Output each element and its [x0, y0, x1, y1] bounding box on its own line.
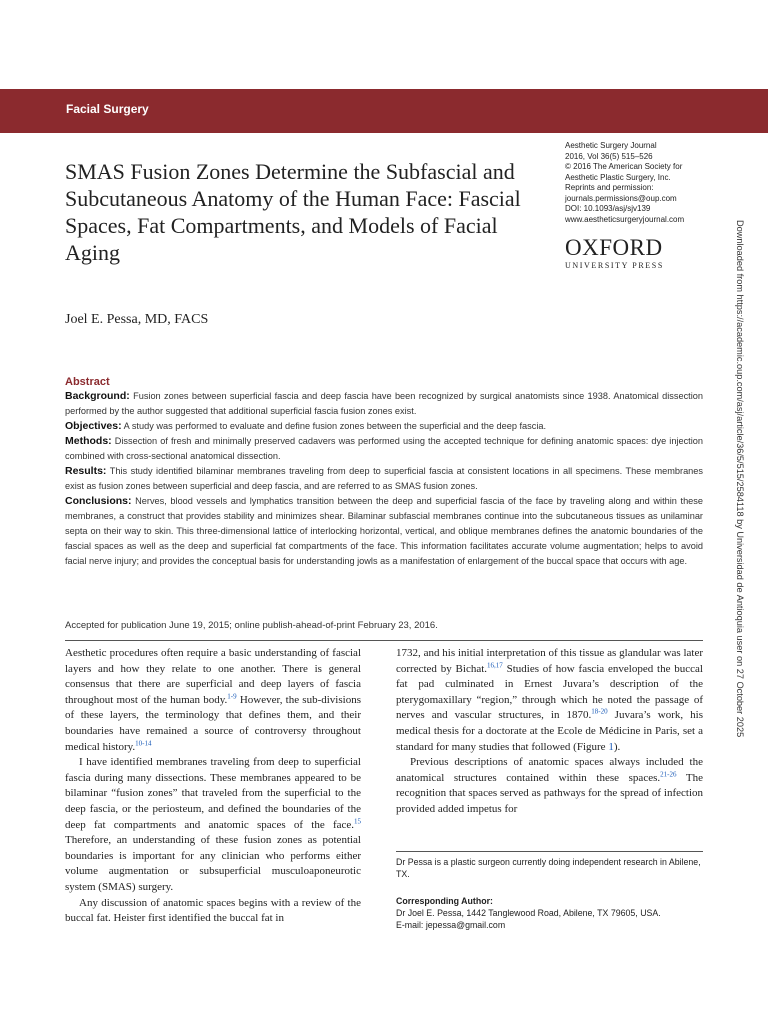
body-text: Previous descriptions of anatomic spaces always included the anatomical structures contained within these spaces. — [396, 756, 703, 784]
corresponding-email[interactable]: E-mail: jepessa@gmail.com — [396, 920, 506, 930]
publisher-name: OXFORD — [565, 235, 663, 260]
abstract-background — [65, 389, 703, 419]
body-text: 1732, and his initial interpretation of this tissue as glandular was later corrected by Bichat. — [396, 647, 703, 675]
body-paragraph — [65, 755, 361, 895]
article-title: SMAS Fusion Zones Determine the Subfascial and Subcutaneous Anatomy of the Human Face: Fascial Spaces, Fat Compartments, and Models of Facial Aging — [65, 159, 521, 265]
methods-text: Dissection of fresh and minimally preserved cadavers was performed using the accepted technique for defining anatomic spaces: dye injection combined with cross-sectional anatomical dissection. — [65, 436, 703, 461]
copyright-line: © 2016 The American Society for — [565, 162, 683, 171]
permissions-email[interactable]: journals.permissions@oup.com — [565, 193, 677, 203]
author-line: Joel E. Pessa, MD, FACS — [65, 312, 209, 327]
publisher-logo — [565, 236, 664, 270]
body-text: Therefore, an understanding of these fusion zones as potential boundaries is important for any clinician who performs either volume augmentation or subsuperficial musculoaponeurotic system (SMAS) surgery. — [65, 834, 361, 893]
objectives-label: Objectives: — [65, 420, 122, 432]
accepted-date: Accepted for publication June 19, 2015; online publish-ahead-of-print February 23, 2016. — [65, 620, 438, 631]
doi-link[interactable]: DOI: 10.1093/asj/sjv139 — [565, 204, 651, 213]
body-column-right — [396, 646, 703, 818]
body-text: I have identified membranes traveling from deep to superficial fascia during many dissections. These membranes appeared to be bilaminar “fusion zones” that traveled from the superficial to the deep fascia, or the periosteum, and defined the boundaries of the deep fat compartments and anatomic spaces of the face. — [65, 756, 361, 831]
abstract-methods — [65, 434, 703, 464]
publisher-sub: UNIVERSITY PRESS — [565, 261, 664, 270]
body-text: Aesthetic procedures often require a basic understanding of fascial layers and how they relate to one another. There is general consensus that there are superficial and deep layers of fascia throughout most of the human body. — [65, 647, 361, 706]
abstract-conclusions — [65, 494, 703, 569]
abstract-objectives — [65, 419, 703, 434]
body-paragraph: Any discussion of anatomic spaces begins with a review of the buccal fat. Heister first identified the buccal fat in — [65, 896, 361, 925]
author-footnote: Dr Pessa is a plastic surgeon currently doing independent research in Abilene, TX. — [396, 857, 701, 879]
citation-ref[interactable]: 16,17 — [487, 660, 503, 669]
results-text: This study identified bilaminar membranes traveling from deep to superficial fascia at consistent locations in all specimens. These membranes exist as fusion zones between superficial and deep fascia, and are referred to as SMAS fusion zones. — [65, 466, 703, 491]
body-text: Studies of how fascia enveloped the buccal fat pad culminated in Ernest Juvara’s description of the pterygomaxillary “region,” through which he noted the passage of nerves and vascular structures, in 1870. — [396, 662, 703, 722]
objectives-text: A study was performed to evaluate and define fusion zones between the superficial and the deep fascia. — [121, 421, 547, 431]
body-text: The recognition that spaces served as pathways for the spread of infection provided added impetus for — [396, 771, 704, 815]
footnote-divider — [396, 851, 703, 852]
reprints-label: Reprints and permission: — [565, 183, 654, 192]
body-paragraph — [65, 646, 361, 755]
journal-name: Aesthetic Surgery Journal — [565, 141, 657, 150]
methods-label: Methods: — [65, 435, 112, 447]
journal-url[interactable]: www.aestheticsurgeryjournal.com — [565, 214, 685, 224]
body-text: ). — [613, 740, 621, 753]
corresponding-heading: Corresponding Author: — [396, 896, 493, 906]
divider — [65, 640, 703, 641]
abstract-heading: Abstract — [65, 376, 110, 388]
conclusions-label: Conclusions: — [65, 495, 132, 507]
journal-metadata — [565, 141, 755, 225]
citation-ref[interactable]: 21-26 — [660, 770, 677, 779]
corresponding-address: Dr Joel E. Pessa, 1442 Tanglewood Road, Abilene, TX 79605, USA. — [396, 908, 661, 918]
body-paragraph — [396, 646, 703, 755]
conclusions-text: Nerves, blood vessels and lymphatics transition between the deep and superficial fascia of the face by traveling along and within these membranes, a construct that provides stability and minimizes shear. Bilaminar subfascial membranes continue into the subcutaneous tissues as unilaminar septa on their way to skin. This three-dimensional lattice of interlocking horizontal, vertical, and oblique membranes defines the anatomic boundaries of the fascial spaces as well as the deep and superficial fat compartments of the face. This information facilitates accurate volume augmentation; helps to avoid facial nerve injury; and provides the conceptual basis for understanding jowls as a manifestation of enlargement of the buccal space that occurs with age. — [65, 496, 703, 566]
section-label: Facial Surgery — [66, 102, 149, 116]
body-text: Juvara’s work, his medical thesis for a doctorate at the Ecole de Médicine in Paris, set a standard for many studies that followed (Figure — [396, 709, 703, 753]
figure-link[interactable]: 1 — [608, 740, 614, 753]
corresponding-author — [396, 895, 703, 931]
abstract-results — [65, 464, 703, 494]
body-text: However, the sub-divisions of these layers, the terminology that defines them, and their boundaries have remained a source of controversy throughout medical history. — [65, 693, 361, 753]
citation-ref[interactable]: 15 — [354, 816, 361, 825]
download-notice: Downloaded from https://academic.oup.com/asj/article/36/5/515/2584118 by Universidad de Antioquia user on 27 October 2025 — [735, 220, 745, 738]
copyright-holder: Aesthetic Plastic Surgery, Inc. — [565, 172, 671, 182]
background-label: Background: — [65, 390, 130, 402]
body-paragraph — [396, 755, 703, 817]
results-label: Results: — [65, 465, 107, 477]
background-text: Fusion zones between superficial fascia and deep fascia have been recognized by surgical anatomists since 1938. Anatomical dissection performed by the author suggested that additional superficial fascia fusion zones exist. — [65, 391, 703, 416]
citation-ref[interactable]: 10-14 — [135, 738, 152, 747]
citation-ref[interactable]: 18-20 — [591, 707, 608, 716]
body-column-left — [65, 646, 361, 927]
download-watermark — [735, 220, 749, 820]
abstract — [65, 375, 703, 569]
journal-volume: 2016, Vol 36(5) 515–526 — [565, 151, 653, 161]
citation-ref[interactable]: 1-9 — [227, 692, 237, 701]
section-banner — [0, 89, 768, 133]
